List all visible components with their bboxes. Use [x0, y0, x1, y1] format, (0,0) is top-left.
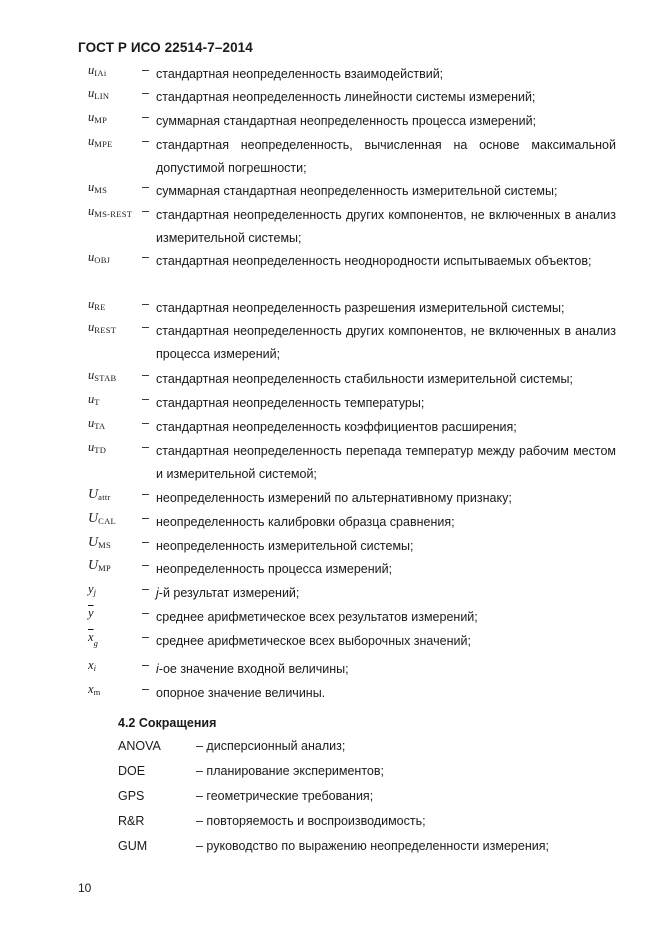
- definition-text: стандартная неопределенность перепада температур между рабочим местом и измерительной системой;: [156, 444, 616, 481]
- symbol: $u_{REST}$: [88, 320, 117, 335]
- definition-text: суммарная стандартная неопределенность измерительной системы;: [156, 184, 558, 198]
- symbol: $U_{MP}$: [88, 558, 112, 573]
- symbol: $u_T$: [88, 392, 100, 407]
- symbol: $u_{MS}$: [88, 180, 108, 195]
- symbol: $U_{CAL}$: [88, 511, 117, 526]
- symbol: $y_j$: [88, 582, 97, 597]
- definition-text: опорное значение величины.: [156, 686, 326, 700]
- definition-text: неопределенность калибровки образца сравнения;: [156, 515, 455, 529]
- symbol: $U_{MS}$: [88, 535, 112, 550]
- abbreviation-code: R&R: [118, 814, 145, 828]
- symbol: $u_{STAB}$: [88, 368, 117, 383]
- abbreviation-description: – повторяемость и воспроизводимость;: [196, 814, 426, 828]
- definition-text: стандартная неопределенность коэффициентов расширения;: [156, 420, 517, 434]
- definition-text: стандартная неопределенность, вычисленная на основе максимальной допустимой погрешности;: [156, 138, 616, 175]
- definition-text: стандартная неопределенность линейности системы измерений;: [156, 90, 536, 104]
- symbol: $\overline{y}$: [88, 606, 94, 620]
- symbol: $u_{IAi}$: [88, 63, 107, 78]
- document-header: ГОСТ Р ИСО 22514-7–2014: [78, 40, 253, 55]
- definition-text: j-й результат измерений;: [156, 586, 300, 600]
- symbol: $u_{MS-REST}$: [88, 204, 133, 219]
- symbol: $u_{OBJ}$: [88, 250, 111, 265]
- section-heading: 4.2 Сокращения: [118, 716, 217, 730]
- definition-text: неопределенность измерительной системы;: [156, 539, 414, 553]
- definition-text: стандартная неопределенность взаимодействий;: [156, 67, 444, 81]
- symbol: $u_{TA}$: [88, 416, 106, 431]
- abbreviation-code: DOE: [118, 764, 146, 778]
- definition-text: неопределенность измерений по альтернативному признаку;: [156, 491, 512, 505]
- definition-text: стандартная неопределенность стабильности измерительной системы;: [156, 372, 573, 386]
- abbreviation-code: GPS: [118, 789, 145, 803]
- symbol: $\overline{x}_g$: [88, 630, 99, 648]
- definition-text: среднее арифметическое всех выборочных значений;: [156, 634, 471, 648]
- abbreviation-description: – руководство по выражению неопределенности измерения;: [196, 839, 549, 853]
- symbol: $u_{MPE}$: [88, 134, 113, 149]
- definition-text: стандартная неопределенность разрешения измерительной системы;: [156, 301, 565, 315]
- definition-text: неопределенность процесса измерений;: [156, 562, 393, 576]
- abbreviation-description: – дисперсионный анализ;: [196, 739, 346, 753]
- definition-text: i-ое значение входной величины;: [156, 662, 349, 676]
- abbreviation-description: – геометрические требования;: [196, 789, 374, 803]
- definition-text: среднее арифметическое всех результатов измерений;: [156, 610, 478, 624]
- definition-text: стандартная неопределенность температуры;: [156, 396, 425, 410]
- symbol: $u_{TD}$: [88, 440, 107, 455]
- abbreviation-description: – планирование экспериментов;: [196, 764, 384, 778]
- symbol: $u_{LIN}$: [88, 86, 110, 101]
- definition-text: суммарная стандартная неопределенность процесса измерений;: [156, 114, 537, 128]
- definition-text: стандартная неопределенность других компонентов, не включенных в анализ процесса измерений;: [156, 324, 616, 361]
- symbol: $x_m$: [88, 682, 101, 697]
- definition-text: стандартная неопределенность других компонентов, не включенных в анализ измерительной системы;: [156, 208, 616, 245]
- abbreviation-code: ANOVA: [118, 739, 161, 753]
- abbreviation-code: GUM: [118, 839, 148, 853]
- definition-text: стандартная неопределенность неоднородности испытываемых объектов;: [156, 254, 592, 268]
- symbol: $u_{RE}$: [88, 297, 106, 312]
- symbol: $u_{MP}$: [88, 110, 108, 125]
- symbol: $U_{attr}$: [88, 487, 111, 502]
- symbol: $x_i$: [88, 658, 97, 673]
- page-number: 10: [78, 881, 92, 895]
